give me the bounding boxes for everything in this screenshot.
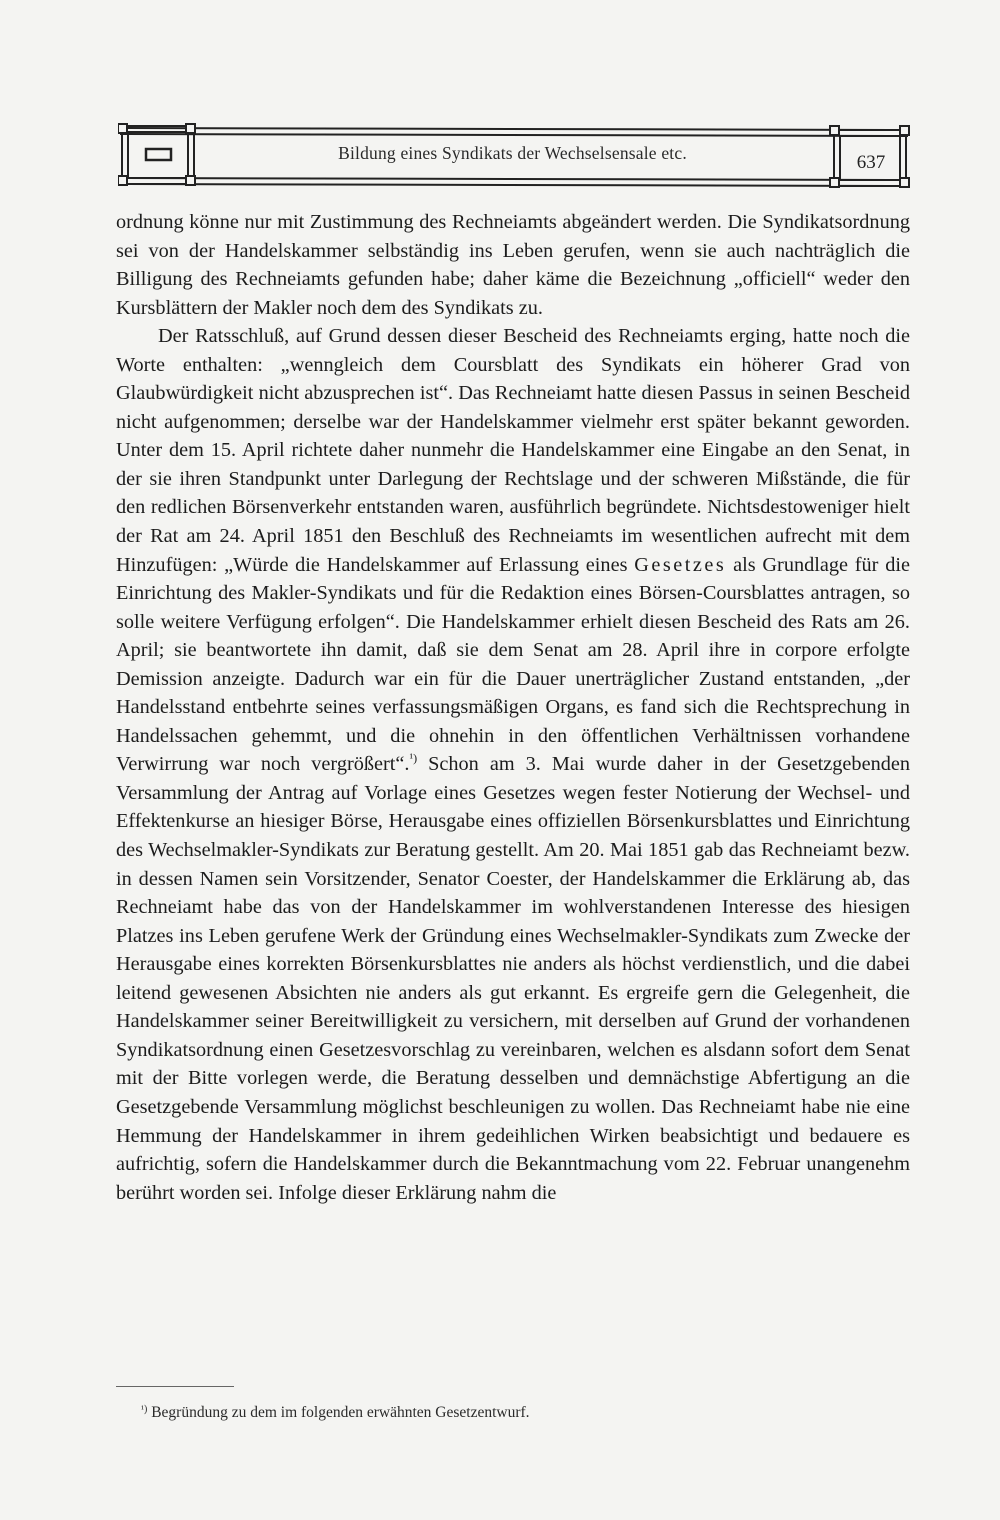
footnote: [141, 1404, 841, 1422]
footnote-marker: ¹): [141, 1404, 148, 1415]
text-run: ordnung könne nur mit Zustimmung des Rechneiamts abgeändert werden. Die Syndikatsordnung sei von der Handelskammer selbständig ins Leben gerufen, wenn sie auch nachträglich die Billigung des Rechneiamts gefunden habe; daher käme die Bezeichnung „officiell“ weder den Kursblättern der Makler noch dem des Syndikats zu.: [116, 211, 910, 319]
running-head: Bildung eines Syndikats der Wechselsensale etc.: [338, 143, 687, 163]
text-run: als Grundlage für die Einrichtung des Makler-Syndikats und für die Redaktion eines Börsen-Coursblattes antragen, so solle weitere Verfügung erfolgen“. Die Handelskammer erhielt diesen Bescheid des Rats am 26. April; sie beantwortete ihn damit, daß sie dem Senat am 28. April ihre in corpore erfolgte Demission anzeigte. Dadurch war ein für die Dauer unerträglicher Zustand entstanden, „der Handelsstand entbehrte seines verfassungsmäßigen Organs, es fand sich die Rechtsprechung in Handelssachen gehemmt, und die ohnehin in den öffentlichen Verhältnissen vorhandene Verwirrung war noch vergrößert“.: [116, 553, 910, 776]
spaced-emphasis: Gesetzes: [634, 553, 727, 576]
footnote-reference: ¹): [409, 751, 418, 766]
paragraph: [116, 208, 910, 322]
footnote-divider: [116, 1386, 234, 1387]
page-number: 637: [856, 152, 886, 173]
text-run: Schon am 3. Mai wurde daher in der Gesetzgebenden Versammlung der Antrag auf Vorlage eines Gesetzes wegen fester Notierung der Wechsel- und Effektenkurse an hiesiger Börse, Herausgabe eines offiziellen Börsenkursblattes und Einrichtung des Wechselmakler-Syndikats zur Beratung gestellt. Am 20. Mai 1851 gab das Rechneiamt bezw. in dessen Namen sein Vorsitzender, Senator Coester, der Handelskammer die Erklärung ab, das Rechneiamt habe das von der Handelskammer im wohlverstandenen Interesse des hiesigen Platzes ins Leben gerufene Werk der Gründung eines Wechselmakler-Syndikats zum Zwecke der Herausgabe eines korrekten Börsenkursblattes nie anders als höchst verdienstlich, und die dabei leitend gewesenen Absichten nie anders als gut erkannt. Es ergreife gern die Gelegenheit, die Handelskammer seiner Bereitwilligkeit zu versichern, mit derselben auf Grund der vorhandenen Syndikatsordnung einen Gesetzesvorschlag zu vereinbaren, welchen es alsdann sofort dem Senat mit der Bitte vorlegen werde, die Beratung desselben und demnächstige Abfertigung an die Gesetzgebende Versammlung möglichst beschleunigen zu wollen. Das Rechneiamt habe nie eine Hemmung der Handelskammer in ihrem gedeihlichen Wirken beabsichtigt und bedauere es aufrichtig, sofern die Handelskammer durch die Bekanntmachung vom 22. Februar unangenehm berührt worden sei. Infolge dieser Erklärung nahm die: [116, 753, 910, 1204]
footnote-text: Begründung zu dem im folgenden erwähnten Gesetzentwurf.: [147, 1404, 530, 1421]
body-text: [116, 208, 910, 1207]
paragraph: [116, 322, 910, 1207]
text-run: Der Ratsschluß, auf Grund dessen dieser Bescheid des Rechneiamts erging, hatte noch die Worte enthalten: „wenngleich dem Coursblatt des Syndikats ein höherer Grad von Glaubwürdigkeit nicht abzusprechen ist“. Das Rechneiamt hatte diesen Passus in seinen Bescheid nicht aufgenommen; derselbe war der Handelskammer vielmehr erst später bekannt geworden. Unter dem 15. April richtete daher nunmehr die Handelskammer eine Eingabe an den Senat, in der sie ihren Standpunkt unter Darlegung der Rechtslage und der schweren Mißstände, die für den redlichen Börsenverkehr entstanden waren, ausführlich begründete. Nichtsdestoweniger hielt der Rat am 24. April 1851 den Beschluß des Rechneiamts im wesentlichen aufrecht mit dem Hinzufügen: „Würde die Handelskammer auf Erlassung eines: [116, 325, 910, 576]
